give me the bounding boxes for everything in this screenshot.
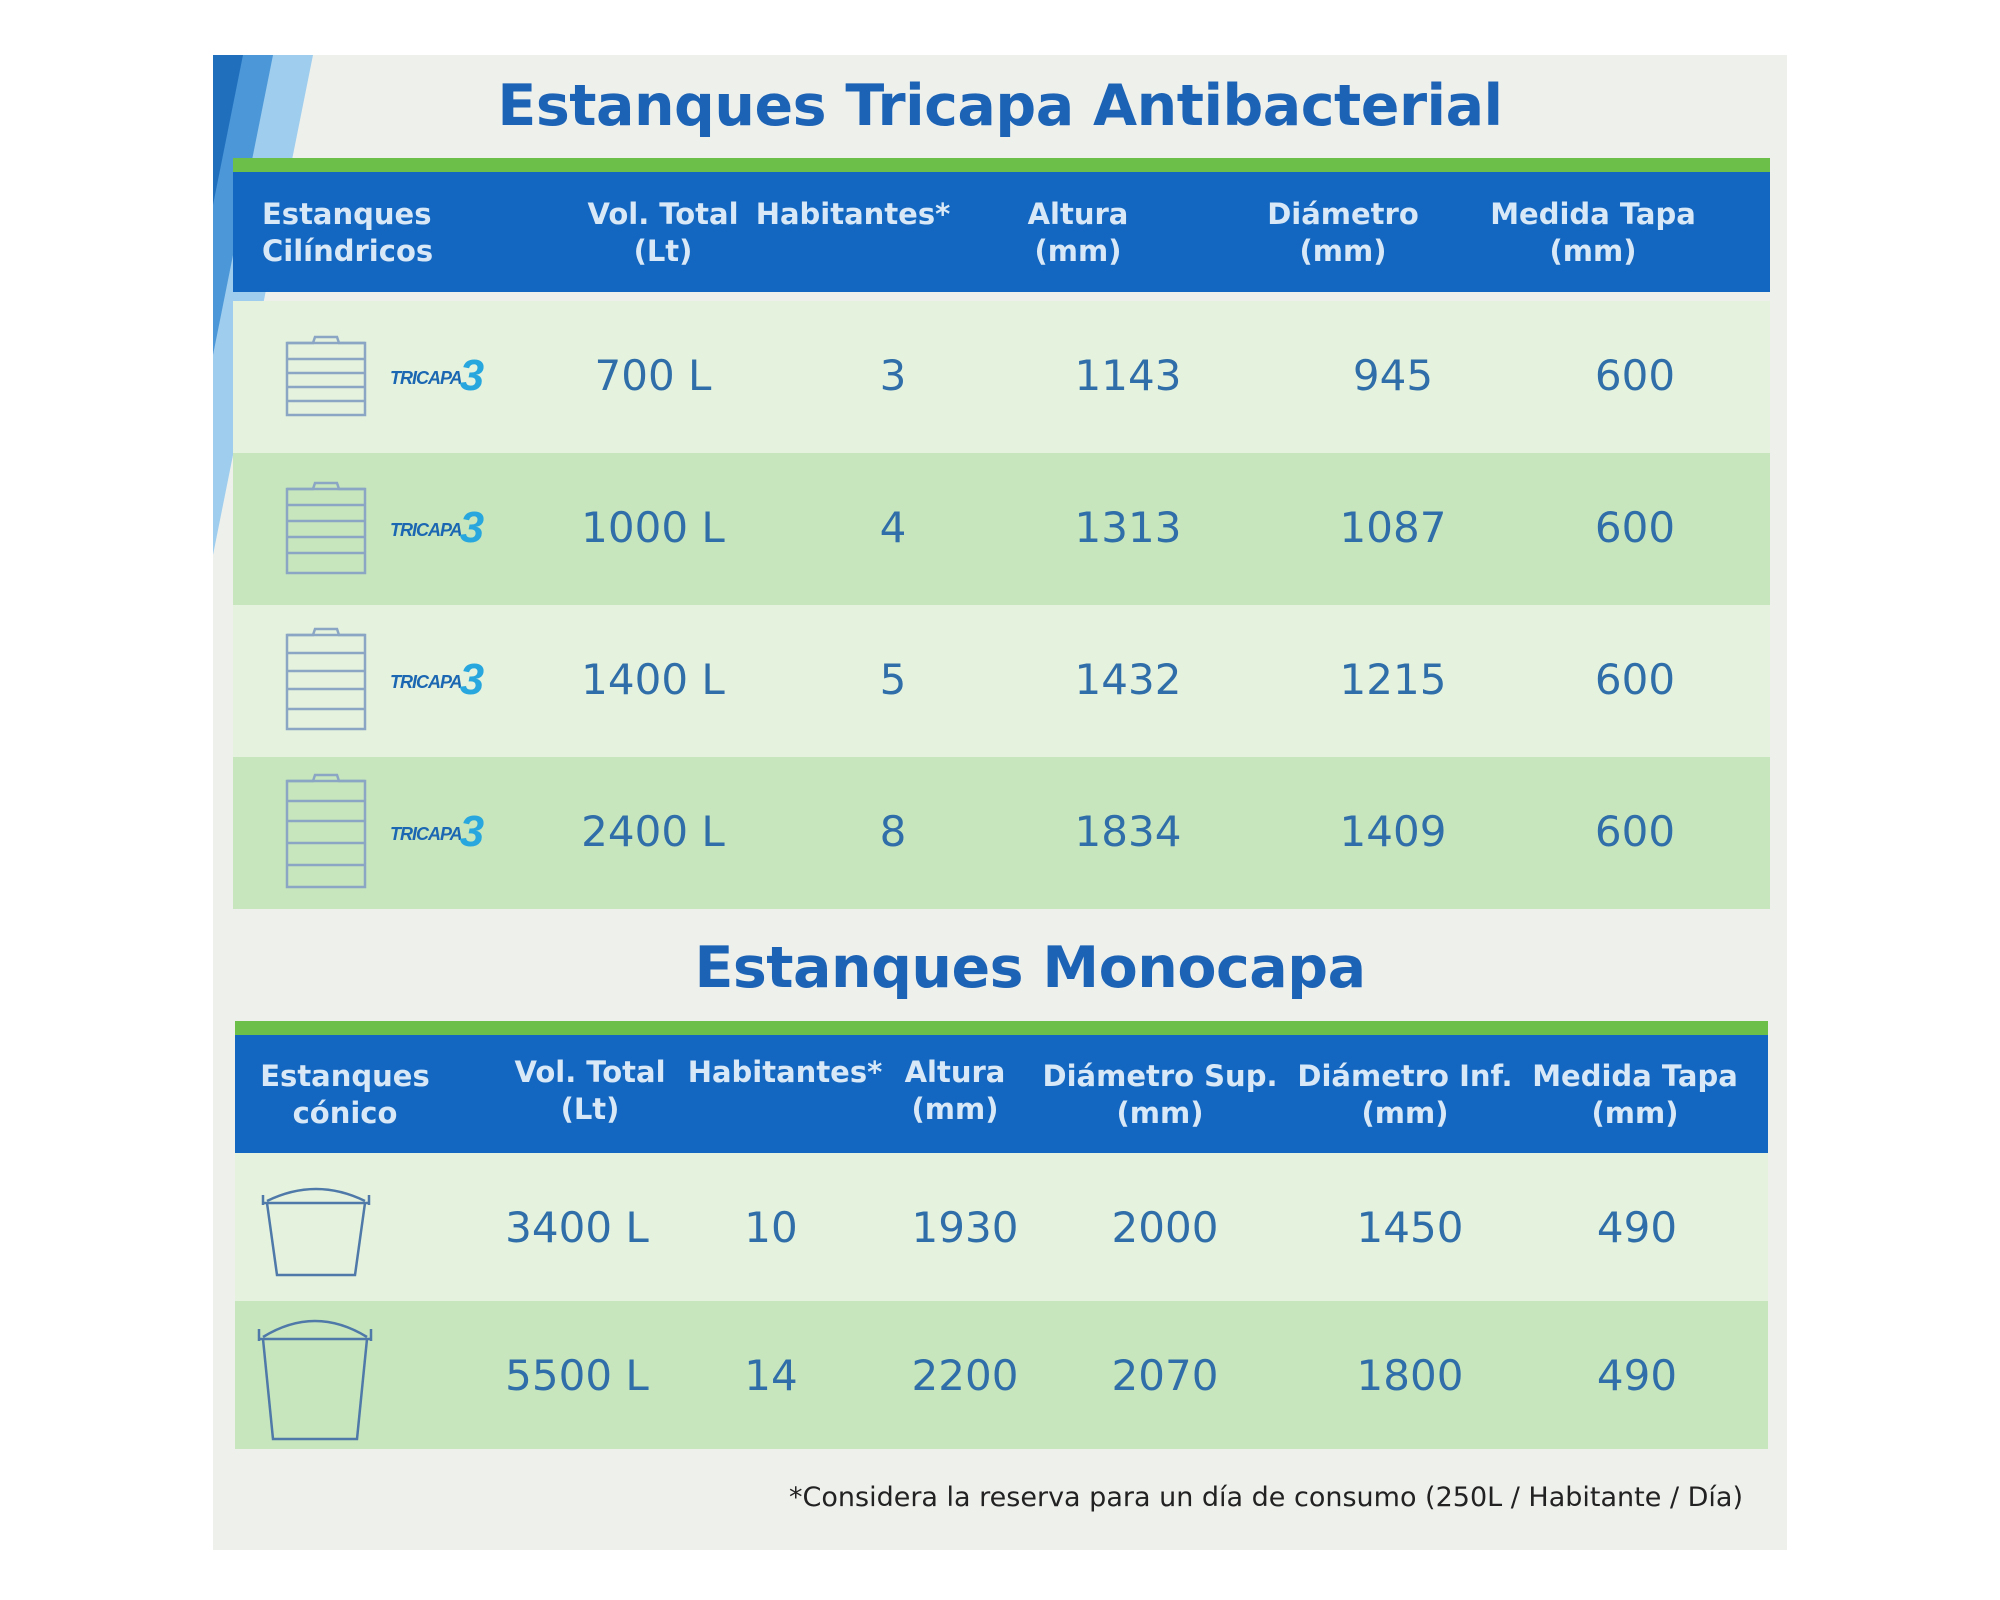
tricapa-logo: TRICAPA3: [390, 807, 484, 856]
cell-altura: 1143: [1074, 351, 1182, 400]
cell-habitantes: 10: [744, 1203, 798, 1252]
monocapa-accent-bar: [235, 1021, 1768, 1035]
header-diametro-inf: Diámetro Inf. (mm): [1297, 1059, 1513, 1130]
cell-habitantes: 5: [879, 655, 907, 704]
table-row: [235, 1153, 1768, 1301]
cell-tapa: 490: [1596, 1203, 1678, 1252]
header-habitantes: Habitantes*: [687, 1055, 883, 1089]
monocapa-title: Estanques Monocapa: [694, 935, 1366, 1001]
cell-habitantes: 8: [879, 807, 907, 856]
tricapa-accent-bar: [233, 158, 1770, 172]
tricapa-logo: TRICAPA3: [390, 503, 484, 552]
cell-diametro-sup: 2000: [1111, 1203, 1219, 1252]
header-altura: Altura (mm): [1027, 197, 1129, 268]
cell-altura: 1834: [1074, 807, 1182, 856]
header-estanques: Estanques Cilíndricos: [262, 197, 434, 268]
cell-altura: 1313: [1074, 503, 1182, 552]
cell-habitantes: 3: [879, 351, 907, 400]
cylindrical-tank-icon: [283, 333, 369, 419]
conical-tank-icon: [257, 1313, 373, 1443]
header-medida-tapa: Medida Tapa (mm): [1532, 1059, 1738, 1130]
cell-vol: 2400 L: [581, 807, 725, 856]
tricapa-header: [233, 172, 1770, 292]
header-habitantes: Habitantes*: [755, 197, 951, 231]
table-row: [235, 1301, 1768, 1449]
cell-altura: 2200: [911, 1351, 1019, 1400]
cell-vol: 3400 L: [505, 1203, 649, 1252]
header-estanques: Estanques cónico: [260, 1059, 430, 1130]
header-diametro: Diámetro (mm): [1267, 197, 1419, 268]
cylindrical-tank-icon: [283, 479, 369, 577]
header-altura: Altura (mm): [904, 1055, 1006, 1126]
monocapa-header: [235, 1035, 1768, 1153]
cell-vol: 1400 L: [581, 655, 725, 704]
cell-diametro: 1087: [1339, 503, 1447, 552]
cell-diametro: 1409: [1339, 807, 1447, 856]
table-row: [233, 301, 1770, 453]
cell-vol: 5500 L: [505, 1351, 649, 1400]
cell-tapa: 490: [1596, 1351, 1678, 1400]
cell-vol: 1000 L: [581, 503, 725, 552]
spec-panel: [213, 55, 1787, 1550]
table-row: [233, 605, 1770, 757]
cell-diametro-sup: 2070: [1111, 1351, 1219, 1400]
cell-diametro: 945: [1352, 351, 1434, 400]
footnote: *Considera la reserva para un día de consumo (250L / Habitante / Día): [789, 1482, 1743, 1513]
table-row: [233, 453, 1770, 605]
cell-tapa: 600: [1594, 807, 1676, 856]
tricapa-logo: TRICAPA3: [390, 351, 484, 400]
cell-diametro-inf: 1450: [1356, 1203, 1464, 1252]
tricapa-logo: TRICAPA3: [390, 655, 484, 704]
cell-habitantes: 4: [879, 503, 907, 552]
cell-tapa: 600: [1594, 655, 1676, 704]
cell-tapa: 600: [1594, 503, 1676, 552]
cell-tapa: 600: [1594, 351, 1676, 400]
header-vol-total: Vol. Total (Lt): [587, 197, 739, 268]
tricapa-title: Estanques Tricapa Antibacterial: [497, 73, 1503, 139]
cell-altura: 1930: [911, 1203, 1019, 1252]
cell-diametro: 1215: [1339, 655, 1447, 704]
cell-vol: 700 L: [594, 351, 712, 400]
header-medida-tapa: Medida Tapa (mm): [1490, 197, 1696, 268]
cell-habitantes: 14: [744, 1351, 798, 1400]
conical-tank-icon: [261, 1183, 371, 1279]
header-vol-total: Vol. Total (Lt): [514, 1055, 666, 1126]
cell-diametro-inf: 1800: [1356, 1351, 1464, 1400]
cell-altura: 1432: [1074, 655, 1182, 704]
header-diametro-sup: Diámetro Sup. (mm): [1042, 1059, 1278, 1130]
cylindrical-tank-icon: [283, 625, 369, 733]
table-row: [233, 757, 1770, 909]
cylindrical-tank-icon: [283, 771, 369, 891]
